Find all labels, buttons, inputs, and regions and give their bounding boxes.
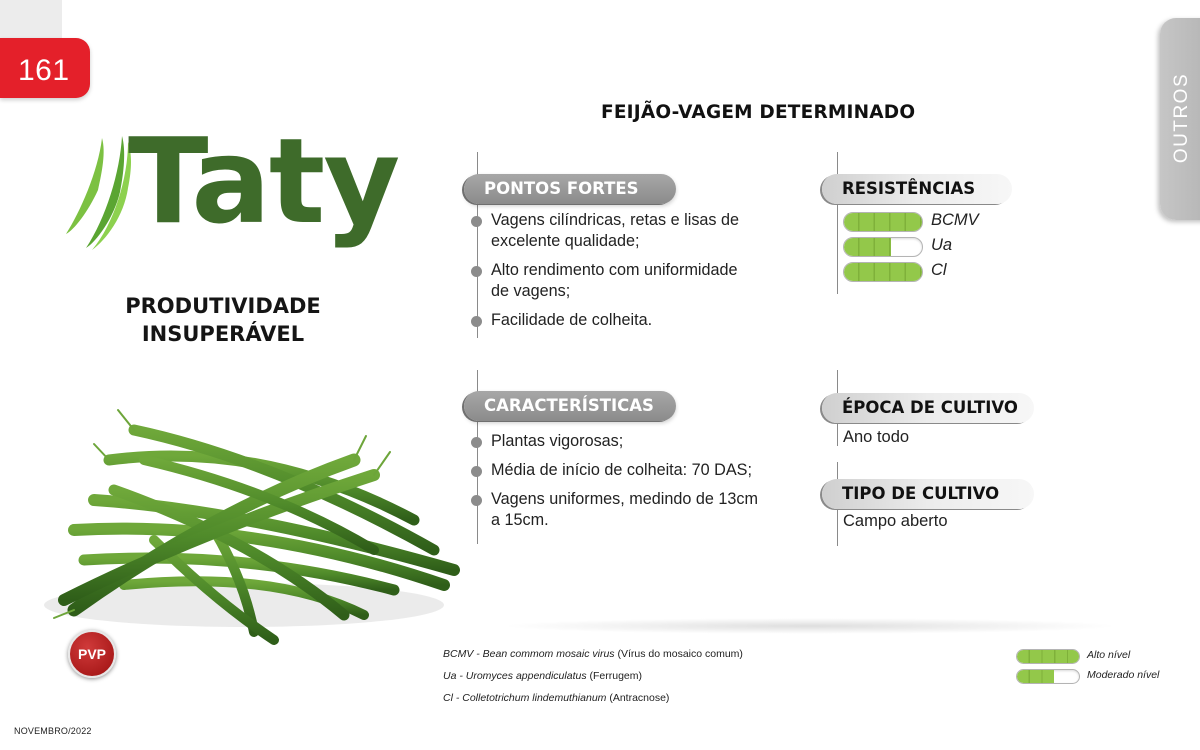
green-beans-image: [14, 400, 474, 650]
footnote-scientific: Colletotrichum lindemuthianum: [462, 692, 607, 704]
legend-label: Alto nível: [1087, 649, 1131, 661]
list-item-text: Facilidade de colheita.: [491, 311, 653, 329]
footnote-common: (Antracnose): [606, 692, 670, 704]
list-item-text: a 15cm.: [491, 511, 549, 529]
brand-name: Taty: [128, 112, 399, 250]
divider-shadow: [500, 618, 1120, 634]
publication-date: NOVEMBRO/2022: [14, 726, 92, 736]
list-item: [477, 489, 807, 531]
section-tab-label: OUTROS: [1171, 72, 1192, 164]
list-item: [477, 260, 807, 302]
list-item: [477, 210, 807, 252]
list-item-text: Alto rendimento com uniformidade: [491, 261, 738, 279]
resistance-code: Cl: [931, 261, 947, 279]
epoca-cultivo-value: Ano todo: [843, 428, 910, 446]
list-item: [477, 310, 807, 331]
list-item: [477, 431, 807, 452]
footnote-common: (Vírus do mosaico comum): [614, 648, 743, 660]
legend-meter-fill: [1017, 670, 1054, 683]
list-item-text: excelente qualidade;: [491, 232, 640, 250]
tagline-line-1: PRODUTIVIDADE: [125, 294, 321, 318]
caracteristicas-list: [477, 431, 807, 539]
pvp-badge: PVP: [68, 630, 116, 678]
epoca-cultivo-heading: ÉPOCA DE CULTIVO: [822, 393, 1034, 423]
bullet-icon: [471, 495, 482, 506]
legend-meter: [1016, 649, 1080, 664]
bullet-icon: [471, 316, 482, 327]
footnote-bcmv: [443, 648, 743, 660]
product-type-title: FEIJÃO-VAGEM DETERMINADO: [601, 102, 916, 123]
legend-meter: [1016, 669, 1080, 684]
footnote-abbr: Cl -: [443, 692, 463, 704]
bullet-icon: [471, 466, 482, 477]
resistance-meter-fill: [844, 238, 891, 256]
bullet-icon: [471, 266, 482, 277]
tagline: [98, 292, 348, 348]
resistance-code: Ua: [931, 236, 953, 254]
footnote-ua: [443, 670, 642, 682]
tagline-line-2: INSUPERÁVEL: [141, 322, 305, 346]
resistance-meter-fill: [844, 263, 922, 281]
bullet-icon: [471, 437, 482, 448]
resistance-meter: [843, 212, 923, 232]
legend-meter-fill: [1017, 650, 1079, 663]
resistance-code: BCMV: [931, 211, 979, 229]
tipo-cultivo-value: Campo aberto: [843, 512, 948, 530]
list-item-text: Plantas vigorosas;: [491, 432, 624, 450]
resistencias-heading: RESISTÊNCIAS: [822, 174, 1012, 204]
list-item-text: Vagens uniformes, medindo de 13cm: [491, 490, 758, 508]
list-item-text: Vagens cilíndricas, retas e lisas de: [491, 211, 740, 229]
footnote-abbr: Ua -: [443, 670, 466, 682]
caracteristicas-heading: CARACTERÍSTICAS: [464, 391, 676, 421]
footnote-abbr: BCMV -: [443, 648, 483, 660]
footnote-scientific: Uromyces appendiculatus: [465, 670, 587, 682]
resistance-meter: [843, 237, 923, 257]
pontos-fortes-heading: PONTOS FORTES: [464, 174, 676, 204]
pontos-fortes-list: [477, 210, 807, 339]
footnote-cl: [443, 692, 669, 704]
legend-label: Moderado nível: [1087, 669, 1160, 681]
list-item-text: de vagens;: [491, 282, 571, 300]
list-item-text: Média de início de colheita: 70 DAS;: [491, 461, 752, 479]
page-number: 161: [0, 38, 90, 98]
resistance-meter-fill: [844, 213, 922, 231]
bullet-icon: [471, 216, 482, 227]
resistance-meter: [843, 262, 923, 282]
tipo-cultivo-heading: TIPO DE CULTIVO: [822, 479, 1034, 509]
footnote-scientific: Bean commom mosaic virus: [482, 648, 615, 660]
footnote-common: (Ferrugem): [586, 670, 643, 682]
list-item: [477, 460, 807, 481]
